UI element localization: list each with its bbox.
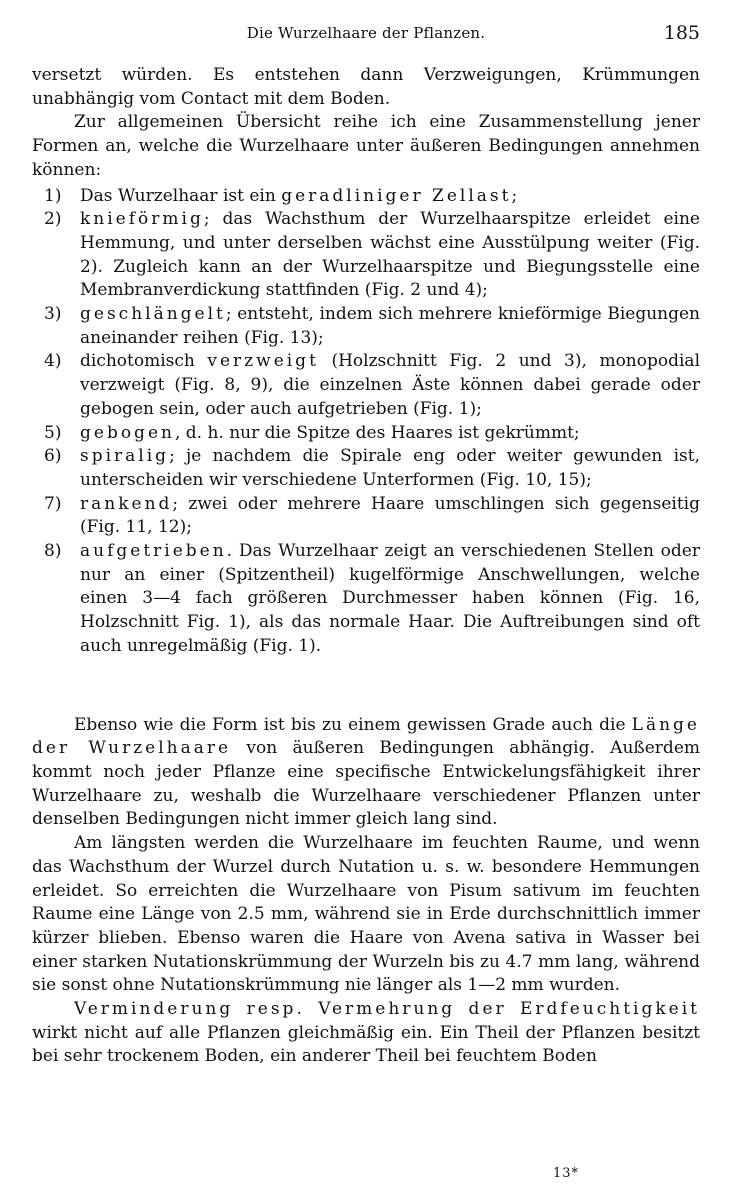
paragraph-soil-moisture: [32, 998, 700, 1069]
sheet-signature: 13*: [553, 1166, 580, 1181]
paragraph-humid-space: Am längsten werden die Wurzelhaare im feuchten Raume, und wenn das Wachsthum der Wurzel durch Nutation u. s. w. besondere Hemmungen erleidet. So erreichten die Wurzelhaare von Pisum sativum im feuchten Raume eine Länge von 2.5 mm, während sie in Erde durchschnittlich immer kürzer blieben. Ebenso waren die Haare von Avena sativa in Wasser bei einer starken Nutationskrümmung der Wurzeln bis zu 4.7 mm lang, während sie sonst ohne Nutationskrümmung nie länger als 1—2 mm wurden.: [32, 833, 700, 996]
body-text: [32, 64, 700, 1069]
list-item: [32, 493, 700, 540]
list-item: [32, 185, 700, 209]
list-item-text: ; zwei oder mehrere Haare umschlingen sich gegenseitig (Fig. 11, 12);: [80, 493, 700, 538]
list-item-number: 4): [44, 351, 62, 372]
list-item-term: aufgetrieben: [80, 541, 227, 562]
emphasized-term: Länge der Wurzelhaare: [32, 714, 700, 759]
list-item-term: geschlängelt: [80, 304, 226, 325]
list-item-term: gebogen: [80, 422, 175, 443]
list-item-term: verzweigt: [207, 351, 319, 372]
paragraph-continuation: versetzt würden. Es entstehen dann Verzweigungen, Krümmungen unabhängig vom Contact mit dem Boden.: [32, 65, 700, 109]
section-gap: [32, 659, 700, 714]
list-item-number: 1): [44, 185, 62, 206]
list-item-number: 8): [44, 541, 62, 562]
paragraph-overview: Zur allgemeinen Übersicht reihe ich eine Zusammenstellung jener Formen an, welche die Wurzelhaare unter äußeren Bedingungen annehmen können:: [32, 112, 700, 180]
list-item: [32, 422, 700, 446]
list-item-number: 7): [44, 493, 62, 514]
list-item-text: , d. h. nur die Spitze des Haares ist gekrümmt;: [174, 422, 580, 443]
list-item: [32, 445, 700, 492]
list-item: [32, 208, 700, 303]
list-item: [32, 350, 700, 421]
list-item-text: ;: [511, 185, 518, 206]
page-header: [32, 22, 700, 48]
list-item-text: ; je nachdem die Spirale eng oder weiter gewunden ist, unterscheiden wir verschiedene Unterformen (Fig. 10, 15);: [80, 446, 700, 490]
paragraph-text: wirkt nicht auf alle Pflanzen gleichmäßig ein. Ein Theil der Pflanzen besitzt bei sehr trockenem Boden, ein anderer Theil bei feuchtem Boden: [32, 1022, 700, 1067]
list-item-text: ; entsteht, indem sich mehrere knieförmige Biegungen aneinander reihen (Fig. 13);: [80, 304, 700, 348]
list-item-text: (Holzschnitt Fig. 2 und 3), monopodial verzweigt (Fig. 8, 9), die einzelnen Äste können dabei gerade oder gebogen sein, oder auch aufgetrieben (Fig. 1);: [80, 351, 701, 419]
paragraph-text: Ebenso wie die Form ist bis zu einem gewissen Grade auch die: [74, 714, 632, 735]
list-item-term: geradliniger Zellast: [281, 185, 512, 206]
list-item: [32, 540, 700, 659]
emphasized-term: Verminderung resp. Vermehrung der Erdfeuchtigkeit: [74, 999, 700, 1020]
list-item-number: 5): [44, 422, 62, 443]
list-item-number: 2): [44, 209, 62, 230]
list-item: [32, 303, 700, 350]
list-item-prefix: Das Wurzelhaar ist ein: [80, 185, 282, 206]
list-item-text: . Das Wurzelhaar zeigt an verschiedenen Stellen oder nur an einer (Spitzentheil) kugelförmige Anschwellungen, welche einen 3—4 fach größeren Durchmesser haben können (Fig. 16, Holzschnitt Fig. 1), als das normale Haar. Die Auftreibungen sind oft auch unregelmäßig (Fig. 1).: [80, 541, 700, 656]
list-item-term: rankend: [80, 493, 173, 514]
paragraph-text: von äußeren Bedingungen abhängig. Außerdem kommt noch jeder Pflanze eine specifische Entwickelungsfähigkeit ihrer Wurzelhaare zu, weshalb die Wurzelhaare verschiedener Pflanzen unter denselben Bedingungen nicht immer gleich lang sind.: [32, 738, 700, 830]
list-item-number: 6): [44, 446, 62, 467]
list-item-prefix: dichotomisch: [80, 351, 208, 372]
page-number: 185: [663, 22, 700, 44]
paragraph-length: [32, 714, 700, 833]
list-item-term: spiralig: [80, 446, 170, 467]
list-item-term: knieförmig: [80, 209, 204, 230]
forms-list: [32, 185, 700, 659]
list-item-number: 3): [44, 304, 62, 325]
list-item-text: ; das Wachsthum der Wurzelhaarspitze erleidet eine Hemmung, und unter derselben wächst eine Ausstülpung weiter (Fig. 2). Zugleich kann an der Wurzelhaarspitze und Biegungsstelle eine Membranverdickung stattfinden (Fig. 2 und 4);: [80, 209, 700, 301]
running-title: Die Wurzelhaare der Pflanzen.: [246, 24, 486, 42]
